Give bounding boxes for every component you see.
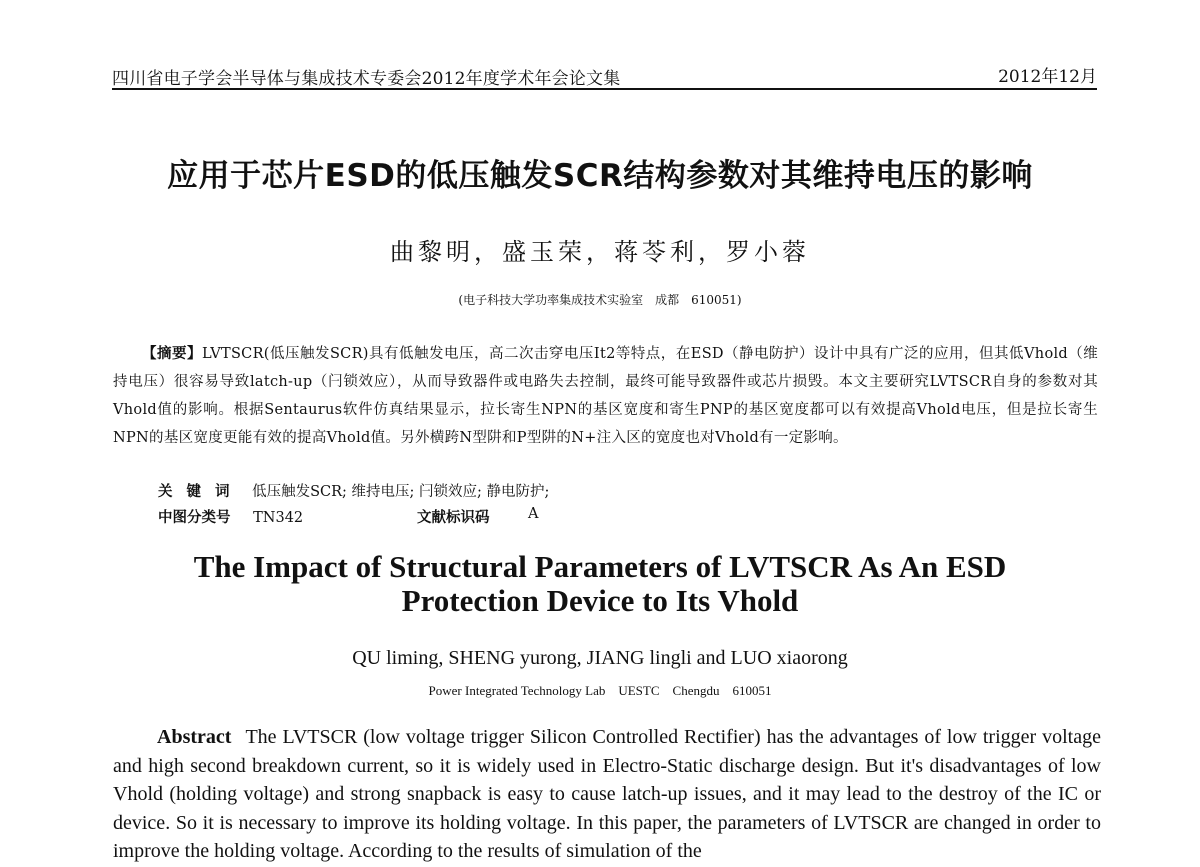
abstract-cn-label: 【摘要】: [142, 345, 202, 362]
keywords-row: [158, 480, 549, 501]
running-header: [112, 60, 1097, 90]
keywords-label: 关键词: [158, 484, 244, 500]
authors-cn: 曲黎明，盛玉荣，蒋苓利，罗小蓉: [390, 238, 810, 266]
paper-title-cn: 应用于芯片ESD的低压触发SCR结构参数对其维持电压的影响: [167, 158, 1033, 194]
abstract-en-text: The LVTSCR (low voltage trigger Silicon Controlled Rectifier) has the advantages of low trigger voltage and high second breakdown current, so it is widely used in Electro-Static discharge design. But it's disadvantages of low Vhold (holding voltage) and strong snapback is easy to cause latch-up issues, and it may lead to the destroy of the IC or device. So it is necessary to improve its holding voltage. In this paper, the parameters of LVTSCR are changed in order to improve the holding voltage. According to the results of simulation of the: [113, 726, 1101, 862]
doc-code-value: A: [528, 506, 539, 522]
abstract-cn: [113, 340, 1098, 452]
affiliation-cn: (电子科技大学功率集成技术实验室 成都 610051): [458, 293, 742, 307]
clc-label: 中图分类号: [158, 510, 231, 526]
paper-title-en-line1: The Impact of Structural Parameters of LVTSCR As An ESD: [193, 549, 1007, 584]
proceedings-title: 四川省电子学会半导体与集成技术专委会2012年度学术年会论文集: [112, 69, 621, 89]
affiliation-en: Power Integrated Technology Lab UESTC Chengdu 610051: [428, 683, 772, 698]
doc-code-label: 文献标识码: [417, 510, 490, 526]
classification-row: [158, 506, 539, 527]
paper-title-en-line2: Protection Device to Its Vhold: [401, 583, 799, 618]
abstract-en: [113, 723, 1101, 866]
clc-value: TN342: [253, 510, 304, 526]
paper-title-en: [0, 550, 1200, 618]
abstract-cn-text: LVTSCR(低压触发SCR)具有低触发电压，高二次击穿电压It2等特点，在ESD（静电防护）设计中具有广泛的应用，但其低Vhold（维持电压）很容易导致latch-up（闩锁效应），从而导致器件或电路失去控制，最终可能导致器件或芯片损毁。本文主要研究LVTSCR自身的参数对其Vhold值的影响。根据Sentaurus软件仿真结果显示，拉长寄生NPN的基区宽度和寄生PNP的基区宽度都可以有效提高Vhold电压，但是拉长寄生NPN的基区宽度更能有效的提高Vhold值。另外横跨N型阱和P型阱的N+注入区的宽度也对Vhold有一定影响。: [113, 346, 1098, 446]
authors-en: QU liming, SHENG yurong, JIANG lingli and LUO xiaorong: [352, 647, 848, 669]
keywords-value: 低压触发SCR; 维持电压; 闩锁效应; 静电防护;: [252, 484, 550, 500]
abstract-en-label: Abstract: [157, 726, 232, 748]
publication-date: 2012年12月: [998, 67, 1097, 87]
